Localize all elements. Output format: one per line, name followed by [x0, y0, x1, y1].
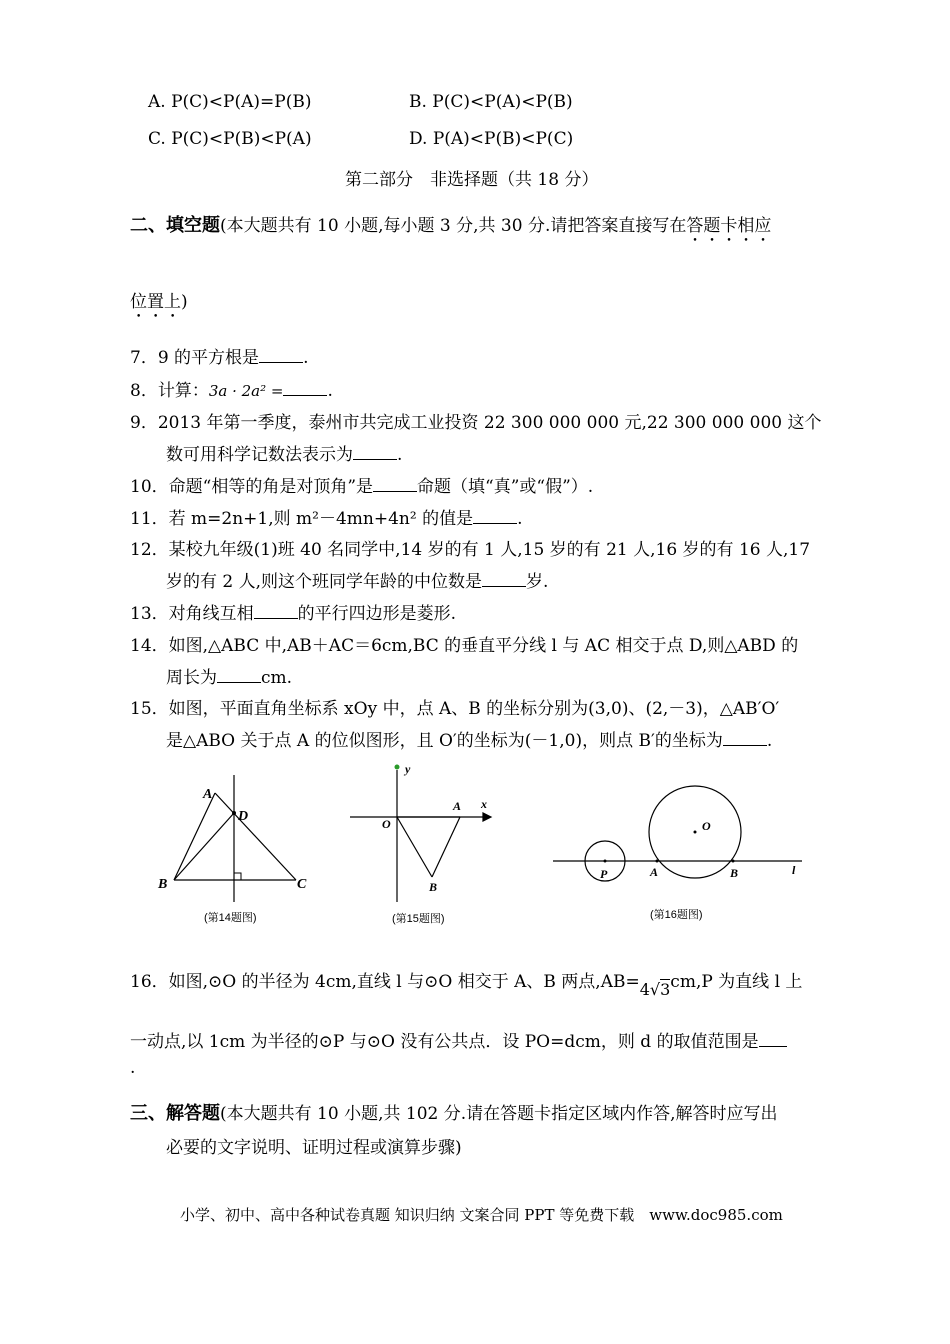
figure-16 — [553, 786, 802, 881]
fig15-caption: (第15题图) — [392, 913, 445, 925]
y-axis-endpoint-dot — [395, 765, 400, 770]
option-d: D. P(A)<P(B)<P(C) — [409, 129, 574, 149]
fig15-label-b: B — [429, 880, 438, 894]
question-number: 10． — [130, 477, 169, 497]
section2-heading: 二、填空题 — [130, 215, 220, 236]
question-text: 如图，平面直角坐标系 xOy 中，点 A、B 的坐标分别为(3,0)、(2,－3)，△AB′O′ — [168, 699, 780, 719]
question-text: 如图,⊙O 的半径为 4cm,直线 l 与⊙O 相交于 A、B 两点,AB= — [168, 972, 640, 992]
question-text: 计算： — [157, 381, 209, 401]
segment-ab — [174, 793, 215, 880]
question-end: . — [303, 348, 309, 368]
fig14-caption: (第14题图) — [204, 912, 257, 924]
sqrt-expression — [640, 980, 671, 999]
sqrt-symbol: √ — [649, 980, 661, 999]
question-text: 数可用科学记数法表示为 — [166, 445, 353, 465]
question-end: . — [517, 509, 523, 529]
fig15-label-o: O — [382, 817, 391, 831]
question-text: 一动点,以 1cm 为半径的⊙P 与⊙O 没有公共点．设 PO=dcm，则 d 的取值范围是 — [130, 1032, 759, 1052]
question-text: 若 m=2n+1,则 m²－4mn+4n² 的值是 — [168, 509, 474, 529]
question-end: . — [327, 381, 333, 401]
segment-bd — [174, 813, 234, 880]
fig14-label-a: A — [203, 787, 213, 802]
question-text: 是△ABO 关于点 A 的位似图形，且 O′的坐标为(－1,0)，则点 B′的坐标为 — [166, 731, 723, 751]
question-text: cm,P 为直线 l 上 — [670, 972, 803, 992]
fig16-label-l: l — [792, 863, 796, 877]
section2-desc-line2-dotted: 位置上 — [130, 292, 181, 312]
fig14-label-c: C — [297, 877, 307, 892]
question-text: cm. — [261, 668, 293, 688]
option-b: B. P(C)<P(A)<P(B) — [409, 92, 573, 112]
question-number: 9． — [130, 413, 158, 433]
answer-blank[interactable] — [759, 1030, 787, 1047]
fig14-label-b: B — [158, 877, 168, 892]
fig16-label-p: P — [600, 867, 608, 881]
question-text: 命题（填“真”或“假”）. — [417, 477, 594, 497]
footer: 小学、初中、高中各种试卷真题 知识归纳 文案合同 PPT 等免费下载 www.doc985.com — [180, 1206, 783, 1224]
sqrt-radicand: 3 — [660, 980, 671, 999]
sqrt-coefficient: 4 — [639, 980, 650, 999]
question-number: 8． — [130, 381, 158, 401]
question-text: 的平行四边形是菱形. — [297, 604, 457, 624]
section2-desc-line2-end: ) — [181, 292, 188, 312]
fig15-label-x: x — [481, 797, 487, 811]
section3-desc: (本大题共有 10 小题,共 102 分.请在答题卡指定区域内作答,解答时应写出 — [220, 1104, 778, 1124]
question-16-line1 — [130, 967, 803, 999]
x-axis-arrow — [483, 813, 491, 821]
question-end: . — [397, 445, 403, 465]
question-16-line3: . — [130, 1058, 136, 1078]
right-angle-mark — [234, 873, 241, 880]
point-a-dot — [656, 860, 659, 863]
question-end: . — [766, 731, 773, 751]
section2-desc: (本大题共有 10 小题,每小题 3 分,共 30 分.请把答案直接写在 — [220, 216, 687, 236]
center-p-dot — [604, 860, 607, 863]
question-text: 岁. — [526, 572, 549, 592]
question-16-line2 — [130, 1027, 787, 1052]
question-number: 11． — [130, 509, 169, 529]
math-expression: 3a · 2a² = — [208, 382, 284, 400]
section2-desc-dotted: 答题卡相应 — [686, 216, 772, 236]
section3-desc-line2: 必要的文字说明、证明过程或演算步骤) — [166, 1138, 462, 1158]
question-text: 9 的平方根是 — [157, 348, 260, 368]
segment-ob — [397, 817, 432, 877]
question-number: 7． — [130, 348, 158, 368]
fig16-caption: (第16题图) — [650, 909, 703, 921]
center-o-dot — [694, 831, 697, 834]
option-a: A. P(C)<P(A)=P(B) — [148, 92, 312, 112]
section3-header — [130, 1099, 778, 1125]
question-text: 对角线互相 — [168, 604, 254, 624]
question-text: 岁的有 2 人,则这个班同学年龄的中位数是 — [166, 572, 483, 592]
fig15-label-y: y — [405, 762, 411, 776]
point-b-dot — [732, 860, 735, 863]
fig16-label-b: B — [730, 866, 739, 880]
section3-heading: 三、解答题 — [130, 1103, 220, 1124]
question-text: 周长为 — [166, 668, 217, 688]
question-text: 某校九年级(1)班 40 名同学中,14 岁的有 1 人,15 岁的有 21 人,16 岁的有 16 人,17 — [168, 540, 811, 560]
question-number: 13． — [130, 604, 169, 624]
question-number: 14． — [130, 636, 169, 656]
question-text: 命题“相等的角是对顶角”是 — [168, 477, 374, 497]
point-d-dot — [232, 811, 236, 815]
fig16-label-a: A — [650, 865, 659, 879]
part-title: 第二部分 非选择题（共 18 分） — [345, 170, 599, 190]
figure-15 — [350, 770, 491, 902]
segment-ab — [432, 817, 460, 877]
question-text: 2013 年第一季度，泰州市共完成工业投资 22 300 000 000 元,22 300 000 000 这个 — [157, 413, 822, 433]
option-c: C. P(C)<P(B)<P(A) — [148, 129, 312, 149]
segment-ac — [215, 793, 296, 880]
question-text: 如图,△ABC 中,AB＋AC＝6cm,BC 的垂直平分线 l 与 AC 相交于点 D,则△ABD 的 — [168, 636, 799, 656]
fig15-label-a: A — [453, 799, 462, 813]
fig14-label-d: D — [238, 809, 249, 824]
question-number: 12． — [130, 540, 169, 560]
question-number: 16． — [130, 972, 169, 992]
fig16-label-o: O — [702, 819, 711, 833]
question-number: 15． — [130, 699, 169, 719]
figure-14 — [174, 775, 296, 902]
